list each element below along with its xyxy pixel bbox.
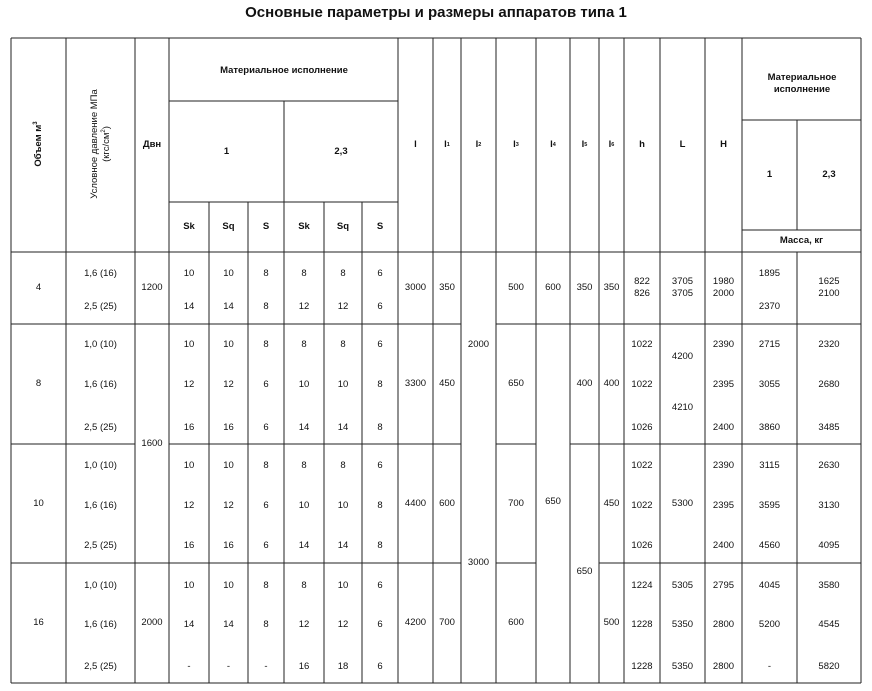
sq2-cell: 14 <box>337 540 349 552</box>
sk2-cell: 8 <box>301 580 307 592</box>
sq2-cell: 12 <box>337 619 349 631</box>
header-sq-2: Sq <box>336 221 350 233</box>
stacked-value: 2000 <box>712 288 735 299</box>
stacked-value: 1980 <box>712 276 735 288</box>
sk1-cell: - <box>187 661 191 673</box>
header-mass-1: 1 <box>766 169 773 181</box>
mass23-cell: 3485 <box>818 422 840 434</box>
pressure-cell: 1,6 (16) <box>84 379 117 391</box>
sq1-cell: 12 <box>223 500 234 512</box>
sk1-cell: 16 <box>183 540 195 552</box>
header-l6: l 6 <box>608 139 615 151</box>
pressure-cell: 2,5 (25) <box>84 661 117 673</box>
L-cell <box>660 273 705 303</box>
sk2-cell: 8 <box>301 460 307 472</box>
sk2-cell: 14 <box>298 422 310 434</box>
mass23-cell: 3130 <box>818 500 840 512</box>
h-cell: 1022 <box>631 500 653 512</box>
s1-cell: 8 <box>263 460 269 472</box>
l5-cell: 350 <box>576 282 593 294</box>
s1-cell: 6 <box>263 540 269 552</box>
mass23-cell: 2680 <box>818 379 840 391</box>
s2-cell: 8 <box>377 422 383 434</box>
s2-cell: 6 <box>377 301 383 313</box>
header-L: L <box>679 139 686 151</box>
stacked-value: 2100 <box>818 288 840 299</box>
header-mat-1: 1 <box>223 145 230 157</box>
mass1-cell: 2370 <box>758 301 781 313</box>
s1-cell: 6 <box>263 379 269 391</box>
l6-cell: 450 <box>603 497 620 509</box>
s2-cell: 8 <box>377 500 383 512</box>
header-mass-23: 2,3 <box>822 169 836 181</box>
s1-cell: 8 <box>263 619 269 631</box>
sq1-cell: 12 <box>223 379 234 391</box>
mass1-cell: 1895 <box>758 268 781 280</box>
s1-cell: 8 <box>263 339 269 351</box>
mass1-cell: - <box>767 661 772 673</box>
s1-cell: 8 <box>263 580 269 592</box>
l-cell: 4200 <box>404 617 427 629</box>
L-cell: 5305 <box>671 580 694 592</box>
header-h: h <box>639 139 645 151</box>
volume-cell: 16 <box>33 617 44 629</box>
l3-cell: 700 <box>508 497 524 509</box>
pressure-cell: 1,0 (10) <box>84 339 117 351</box>
sk1-cell: 14 <box>183 301 195 313</box>
header-volume: Объем $м^3$ <box>32 121 45 167</box>
header-material: Материальное исполнение <box>220 65 348 77</box>
H-cell <box>705 273 742 303</box>
dvn-cell: 1200 <box>141 282 163 294</box>
s1-cell: 6 <box>263 422 269 434</box>
sq2-cell: 10 <box>337 500 349 512</box>
h-cell: 1022 <box>631 339 653 351</box>
H-cell: 2400 <box>712 540 735 552</box>
sq1-cell: 10 <box>223 460 234 472</box>
sq2-cell: 10 <box>337 580 349 592</box>
sq2-cell: 8 <box>340 460 346 472</box>
h-cell: 1026 <box>631 422 653 434</box>
l1-cell: 350 <box>439 282 455 294</box>
header-l4: l 4 <box>550 139 556 151</box>
mass23-cell <box>797 273 861 303</box>
l3-cell: 600 <box>508 617 524 629</box>
header-material-2: Материальное исполнение <box>767 72 837 95</box>
sk2-cell: 14 <box>298 540 310 552</box>
l6-cell: 500 <box>603 617 620 629</box>
l1-cell: 450 <box>439 378 455 390</box>
s2-cell: 6 <box>377 339 383 351</box>
sq1-cell: 10 <box>223 580 234 592</box>
sq1-cell: 16 <box>223 422 234 434</box>
H-cell: 2390 <box>712 460 735 472</box>
stacked-value: 1625 <box>818 276 840 288</box>
sk2-cell: 16 <box>298 661 310 673</box>
page-title: Основные параметры и размеры аппаратов типа 1 <box>245 4 627 21</box>
l3-cell: 650 <box>508 378 524 390</box>
mass1-cell: 3055 <box>758 379 781 391</box>
sq1-cell: 10 <box>223 339 234 351</box>
header-l2: l 2 <box>475 139 482 151</box>
header-l3: l 3 <box>513 139 519 151</box>
l2-cell-bottom: 3000 <box>467 557 490 569</box>
l4-cell: 600 <box>545 282 561 294</box>
sq1-cell: 14 <box>223 301 234 313</box>
pressure-cell: 1,6 (16) <box>84 500 117 512</box>
pressure-cell: 1,6 (16) <box>84 268 117 280</box>
h-cell: 1022 <box>631 460 653 472</box>
L-cell: 4210 <box>671 402 694 414</box>
h-cell: 1224 <box>631 580 653 592</box>
sq1-cell: 16 <box>223 540 234 552</box>
pressure-cell: 2,5 (25) <box>84 540 117 552</box>
h-cell: 1228 <box>631 661 653 673</box>
dvn-cell: 2000 <box>141 617 163 629</box>
mass1-cell: 2715 <box>758 339 781 351</box>
pressure-cell: 1,6 (16) <box>84 619 117 631</box>
mass23-cell: 5820 <box>818 661 840 673</box>
l1-cell: 700 <box>439 617 455 629</box>
stacked-value: 826 <box>634 288 650 299</box>
stacked-value: 3705 <box>671 288 694 299</box>
header-s-1: S <box>262 221 270 233</box>
pressure-cell: 2,5 (25) <box>84 422 117 434</box>
mass23-cell: 2630 <box>818 460 840 472</box>
mass23-cell: 3580 <box>818 580 840 592</box>
H-cell: 2395 <box>712 500 735 512</box>
s2-cell: 6 <box>377 619 383 631</box>
sq2-cell: 18 <box>337 661 349 673</box>
sk2-cell: 10 <box>298 500 310 512</box>
sk1-cell: 10 <box>183 268 195 280</box>
s1-cell: - <box>264 661 268 673</box>
sk1-cell: 12 <box>183 379 195 391</box>
h-cell <box>624 273 660 303</box>
H-cell: 2795 <box>712 580 735 592</box>
header-mass: Масса, кг <box>779 235 824 247</box>
sq1-cell: - <box>226 661 231 673</box>
stacked-value: 822 <box>634 276 650 288</box>
s1-cell: 6 <box>263 500 269 512</box>
l4-cell-merged: 650 <box>545 496 561 508</box>
l-cell: 3300 <box>404 378 427 390</box>
h-cell: 1026 <box>631 540 653 552</box>
s2-cell: 6 <box>377 268 383 280</box>
H-cell: 2800 <box>712 619 735 631</box>
l1-cell: 600 <box>439 497 455 509</box>
sk1-cell: 16 <box>183 422 195 434</box>
l3-cell: 500 <box>508 282 524 294</box>
sk1-cell: 14 <box>183 619 195 631</box>
mass23-cell: 2320 <box>818 339 840 351</box>
volume-cell: 4 <box>35 282 42 294</box>
sq2-cell: 8 <box>340 268 346 280</box>
sq2-cell: 8 <box>340 339 346 351</box>
header-dvn: Двн <box>142 139 162 151</box>
sk1-cell: 10 <box>183 580 195 592</box>
sk1-cell: 12 <box>183 500 195 512</box>
stacked-value: 3705 <box>671 276 694 288</box>
H-cell: 2395 <box>712 379 735 391</box>
s2-cell: 6 <box>377 580 383 592</box>
volume-cell: 10 <box>33 497 44 509</box>
mass23-cell: 4095 <box>818 540 840 552</box>
h-cell: 1228 <box>631 619 653 631</box>
mass1-cell: 3595 <box>758 500 781 512</box>
header-sq-1: Sq <box>222 221 235 233</box>
mass1-cell: 3115 <box>759 460 780 472</box>
sk1-cell: 10 <box>183 460 195 472</box>
header-H: H <box>720 139 727 151</box>
l6-cell: 350 <box>603 282 620 294</box>
volume-cell: 8 <box>35 378 42 390</box>
h-cell: 1022 <box>631 379 653 391</box>
header-sk-1: Sk <box>183 221 195 233</box>
H-cell: 2800 <box>712 661 735 673</box>
mass23-cell: 4545 <box>818 619 840 631</box>
header-pressure: Условное давление МПа $(кгс/см^2)$ <box>89 89 113 199</box>
sq1-cell: 14 <box>223 619 234 631</box>
sq2-cell: 12 <box>337 301 349 313</box>
s2-cell: 6 <box>377 661 383 673</box>
l2-cell-top: 2000 <box>467 339 490 351</box>
sq2-cell: 14 <box>337 422 349 434</box>
L-cell: 5300 <box>671 497 694 509</box>
s2-cell: 8 <box>377 379 383 391</box>
L-cell: 5350 <box>671 619 694 631</box>
mass1-cell: 4560 <box>758 540 781 552</box>
sq1-cell: 10 <box>223 268 234 280</box>
sq2-cell: 10 <box>337 379 349 391</box>
sk2-cell: 12 <box>298 301 310 313</box>
l5-cell-merged: 650 <box>576 566 593 578</box>
sk1-cell: 10 <box>183 339 195 351</box>
l-cell: 3000 <box>404 282 427 294</box>
header-l1: l 1 <box>444 139 450 151</box>
sk2-cell: 12 <box>298 619 310 631</box>
l-cell: 4400 <box>404 497 427 509</box>
L-cell: 4200 <box>671 351 694 363</box>
header-l5: l 5 <box>581 139 588 151</box>
header-l: l <box>414 139 417 151</box>
header-s-2: S <box>376 221 384 233</box>
H-cell: 2390 <box>712 339 735 351</box>
mass1-cell: 3860 <box>758 422 781 434</box>
sk2-cell: 10 <box>298 379 310 391</box>
s1-cell: 8 <box>263 301 269 313</box>
L-cell: 5350 <box>671 661 694 673</box>
dvn-cell-merged: 1600 <box>141 438 163 450</box>
header-mat-23: 2,3 <box>334 145 348 157</box>
sk2-cell: 8 <box>301 339 307 351</box>
s1-cell: 8 <box>263 268 269 280</box>
mass1-cell: 5200 <box>758 619 781 631</box>
sk2-cell: 8 <box>301 268 307 280</box>
pressure-cell: 1,0 (10) <box>84 460 117 472</box>
l5-cell: 400 <box>576 378 593 390</box>
l6-cell: 400 <box>603 378 620 390</box>
s2-cell: 8 <box>377 540 383 552</box>
pressure-cell: 2,5 (25) <box>84 301 117 313</box>
mass1-cell: 4045 <box>758 580 781 592</box>
pressure-cell: 1,0 (10) <box>84 580 117 592</box>
H-cell: 2400 <box>712 422 735 434</box>
s2-cell: 6 <box>377 460 383 472</box>
header-sk-2: Sk <box>298 221 310 233</box>
